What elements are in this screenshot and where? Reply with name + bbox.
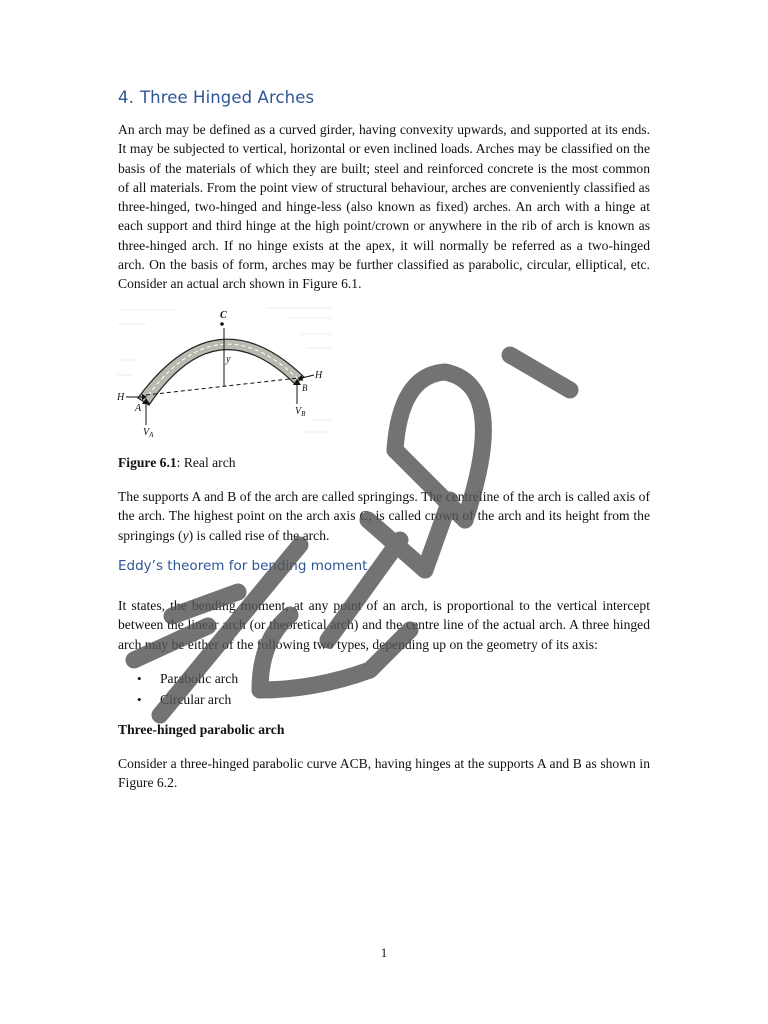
label-y: y bbox=[226, 354, 231, 365]
eddy-paragraph: It states, the bending moment, at any point of an arch, is proportional to the vertical intercept between the linear arch (or theoretical arch) and the centre line of the actual arch. A three hinged arch may be either of the following two types, depending up on the geometry of its axis: bbox=[118, 598, 650, 652]
page-number: 1 bbox=[380, 946, 388, 960]
arch-types-list bbox=[118, 668, 238, 710]
section-heading bbox=[118, 88, 314, 107]
intro-paragraph: An arch may be defined as a curved girder, having convexity upwards, and supported at its ends. It may be subjected to vertical, horizontal or even inclined loads. Arches may be classified on the basis of the materials of which they are built; steel and reinforced concrete is the most common of all materials. From the point view of structural behaviour, arches are conveniently classified as three-hinged, two-hinged and hinge-less (also known as fixed) arches. An arch with a hinge at each support and third hinge at the high point/crown or anywhere in the rib of arch is known as three-hinged arch. If no hinge exists at the apex, it will normally be referred as a two-hinged arch. On the basis of form, arches may be further classified as parabolic, circular, elliptical, etc. Consider an actual arch shown in Figure 6.1. bbox=[118, 122, 650, 292]
figure-caption bbox=[118, 455, 236, 471]
crown-hinge bbox=[220, 322, 224, 326]
label-H-left: H bbox=[117, 392, 125, 403]
arch-figure bbox=[116, 300, 336, 442]
label-A: A bbox=[135, 403, 142, 414]
section-number: 4. bbox=[118, 88, 134, 107]
label-B: B bbox=[302, 383, 308, 393]
parabolic-arch-heading: Three-hinged parabolic arch bbox=[118, 722, 285, 737]
figure-caption-label: Figure 6.1 bbox=[118, 455, 177, 470]
label-C: C bbox=[220, 310, 227, 321]
eddy-theorem-heading: Eddy’s theorem for bending moment bbox=[118, 558, 368, 574]
figure-caption-text: : Real arch bbox=[176, 455, 236, 470]
arch-rib bbox=[138, 339, 304, 405]
label-VB: $V_B$ bbox=[295, 406, 306, 418]
list-item: • Parabolic arch bbox=[118, 668, 238, 689]
section-title: Three Hinged Arches bbox=[139, 88, 315, 107]
parabolic-paragraph: Consider a three-hinged parabolic curve ACB, having hinges at the supports A and B as shown in Figure 6.2. bbox=[118, 756, 650, 791]
list-item: • Circular arch bbox=[118, 689, 238, 710]
label-VA: $V_A$ bbox=[143, 427, 154, 439]
label-H-right: H bbox=[315, 370, 323, 381]
springings-paragraph: The supports A and B of the arch are called springings. The centreline of the arch is called axis of the arch. The highest point on the arch axis C, is called crown of the arch and its height from the springings (y) is called rise of the arch. bbox=[118, 489, 650, 543]
